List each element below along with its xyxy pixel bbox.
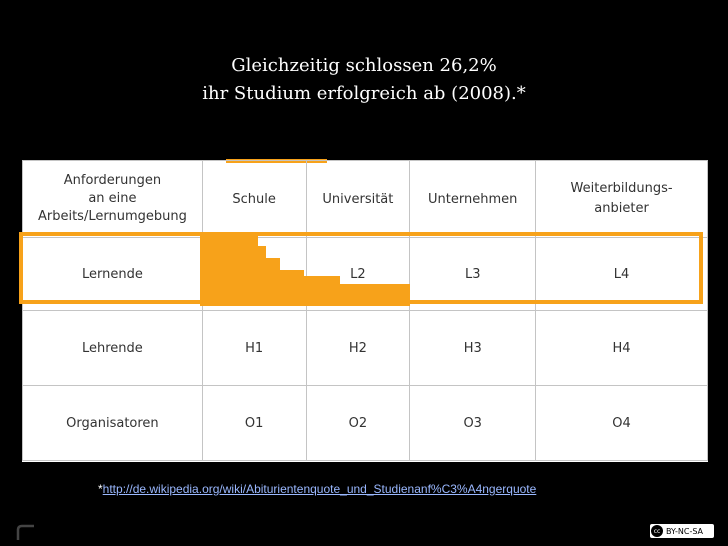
title-line-2: ihr Studium erfolgreich ab (2008).* — [202, 83, 526, 104]
cell-o3: O3 — [410, 386, 536, 461]
stair-block-3 — [266, 258, 280, 306]
table-row-lernende — [23, 238, 708, 311]
cell-o4: O4 — [536, 386, 708, 461]
column-header-weiterbildung: Weiterbildungs-anbieter — [536, 161, 708, 238]
cell-o2: O2 — [306, 386, 410, 461]
cell-h4: H4 — [536, 311, 708, 386]
row-label-lehrende: Lehrende — [23, 311, 203, 386]
cell-l2: L2 — [306, 238, 410, 311]
cc-circle-icon: cc — [651, 525, 663, 537]
cell-o1: O1 — [202, 386, 306, 461]
table-row-lehrende — [23, 311, 708, 386]
footnote-marker: * — [98, 482, 103, 496]
requirements-table — [22, 160, 708, 461]
stair-block-1 — [200, 236, 258, 306]
table-row-organisatoren — [23, 386, 708, 461]
slide-title — [0, 52, 728, 108]
stair-block-4 — [280, 270, 304, 306]
column-header-universitaet: Universität — [306, 161, 410, 238]
slide-corner-icon — [16, 522, 36, 542]
footnote-link[interactable]: http://de.wikipedia.org/wiki/Abiturientenquote_und_Studienanf%C3%A4ngerquote — [102, 482, 537, 496]
cell-h2: H2 — [306, 311, 410, 386]
row-label-lernende: Lernende — [23, 238, 203, 311]
stair-block-2 — [258, 246, 266, 306]
corner-header-line-3: Arbeits/Lernumgebung — [37, 209, 187, 224]
column-header-unternehmen: Unternehmen — [410, 161, 536, 238]
cell-l4: L4 — [536, 238, 708, 311]
table-header-row — [23, 161, 708, 238]
corner-header-line-1: Anforderungen — [63, 173, 162, 188]
corner-header-line-2: an eine — [88, 191, 137, 206]
table-panel — [22, 160, 708, 462]
footnote — [98, 482, 536, 496]
title-line-1: Gleichzeitig schlossen 26,2% — [231, 55, 497, 76]
row-label-organisatoren: Organisatoren — [23, 386, 203, 461]
cell-h1: H1 — [202, 311, 306, 386]
cc-license-text: BY-NC-SA — [666, 526, 704, 536]
cell-h3: H3 — [410, 311, 536, 386]
cell-l3: L3 — [410, 238, 536, 311]
cc-license-icon[interactable] — [650, 524, 714, 538]
column-header-schule: Schule — [202, 161, 306, 238]
corner-header-cell — [23, 161, 203, 238]
